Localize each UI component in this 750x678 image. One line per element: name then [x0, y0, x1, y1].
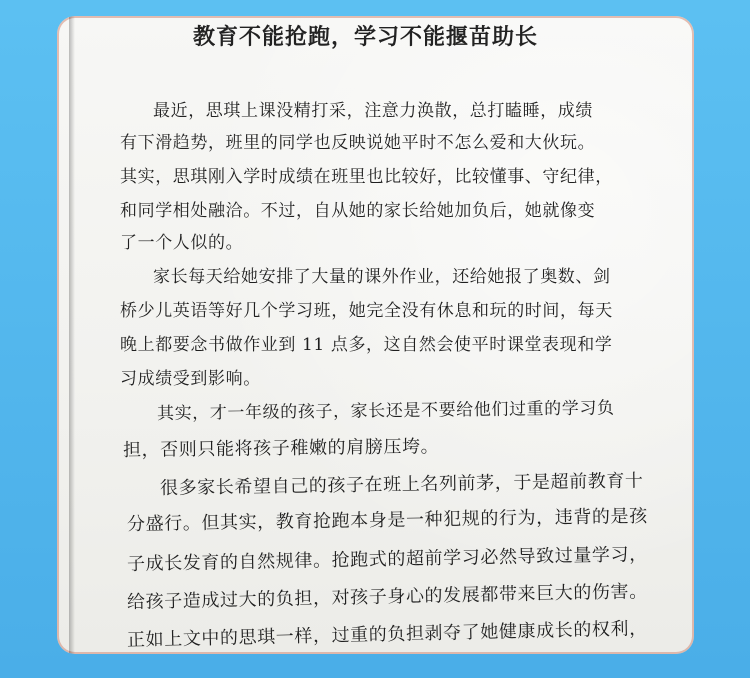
- page-title: 教育不能抢跑，学习不能揠苗助长: [193, 24, 539, 50]
- paragraph-line-15: 给孩子造成过大的负担，对孩子身心的发展都带来巨大的伤害。: [126, 581, 648, 613]
- paragraph-line-1: 最近，思琪上课没精打采，注意力涣散，总打瞌睡，成绩: [153, 101, 593, 121]
- paragraph-line-6: 家长每天给她安排了大量的课外作业，还给她报了奥数、剑: [153, 267, 611, 287]
- paragraph-line-7: 桥少儿英语等好几个学习班，她完全没有休息和玩的时间，每天: [120, 301, 613, 321]
- paragraph-line-14: 子成长发育的自然规律。抢跑式的超前学习必然导致过量学习，: [126, 544, 648, 575]
- paragraph-line-5: 了一个人似的。: [120, 233, 244, 253]
- paragraph-line-2: 有下滑趋势，班里的同学也反映说她平时不怎么爱和大伙玩。: [120, 133, 596, 153]
- paragraph-line-10: 其实，才一年级的孩子，家长还是不要给他们过重的学习负: [156, 398, 615, 424]
- paragraph-line-13: 分盛行。但其实，教育抢跑本身是一种犯规的行为，违背的是孩: [126, 505, 648, 535]
- book-page-photo: [57, 16, 694, 654]
- page-edge-shadow: [69, 16, 75, 654]
- paragraph-line-12: 很多家长希望自己的孩子在班上名列前茅，于是超前教育十: [159, 470, 644, 499]
- paragraph-line-4: 和同学相处融洽。不过，自从她的家长给她加负后，她就像变: [120, 201, 596, 221]
- paragraph-line-9: 习成绩受到影响。: [120, 369, 261, 389]
- paragraph-line-8: 晚上都要念书做作业到 11 点多，这自然会使平时课堂表现和学: [120, 335, 613, 355]
- paragraph-line-11: 担，否则只能将孩子稚嫩的肩膀压垮。: [122, 436, 440, 461]
- paragraph-line-16: 正如上文中的思琪一样，过重的负担剥夺了她健康成长的权利，: [126, 618, 648, 651]
- paragraph-line-3: 其实，思琪刚入学时成绩在班里也比较好，比较懂事、守纪律，: [120, 167, 613, 187]
